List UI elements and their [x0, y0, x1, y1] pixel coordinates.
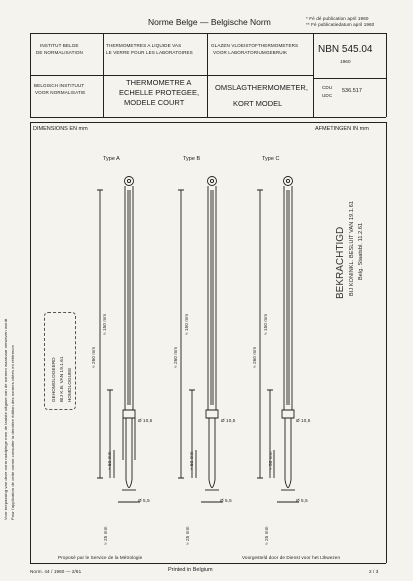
fr-institute-line-1: INSTITUT BELGE: [40, 43, 79, 48]
norm-year: 1960: [340, 59, 351, 64]
dim-50-c: ≈ 50 mm: [268, 451, 273, 470]
header-top-rule: [30, 33, 386, 34]
fr-title-line-2: ECHELLE PROTEGEE,: [119, 88, 200, 97]
nl-title-line-2: KORT MODEL: [233, 99, 283, 108]
type-c-label: Type C: [262, 156, 280, 162]
fr-title-line-3: MODELE COURT: [124, 98, 185, 107]
diameter-small-b: Ø 5,5: [220, 498, 232, 503]
dim-50-b: ≈ 50 mm: [189, 451, 194, 470]
type-b-label: Type B: [183, 156, 201, 162]
diameter-a: Ø 10,5: [138, 418, 153, 423]
thermometer-type-a: [97, 177, 140, 503]
cdu-label: CDU: [322, 85, 333, 90]
nl-title-line-1: OMSLAGTHERMOMETER,: [215, 83, 308, 92]
stamp-decree: BIJ KONINKL. BESLUIT VAN 19.1.61: [349, 200, 355, 296]
header-right-rule: [386, 33, 387, 117]
dim-50-a: ≈ 50 mm: [107, 451, 112, 470]
dim-150-c: ≈ 150 mm: [263, 313, 268, 335]
publication-date-fr: * Fé dé publication april 1960: [306, 16, 369, 21]
norm-number: NBN 545.04: [318, 44, 373, 55]
dim-260-c: ≈ 260 mm: [252, 346, 257, 368]
header-bottom-rule: [30, 117, 386, 118]
publication-date-nl: ** Fé publicatiedatum april 1960: [306, 22, 375, 27]
footer-proposal-fr: Proposé par le Service de la Métrologie: [58, 555, 143, 560]
diameter-small-a: Ø 5,5: [138, 498, 150, 503]
seal-line-3: HOMOLOGUEE: [67, 367, 72, 402]
drawing-top-rule: [30, 122, 386, 123]
dim-25-a: ≈ 25 mm: [103, 526, 108, 545]
type-a-label: Type A: [103, 156, 120, 162]
dim-260-b: ≈ 260 mm: [173, 346, 178, 368]
seal-line-1: GEHOMOLOGEERD: [51, 357, 56, 402]
dim-25-c: ≈ 25 mm: [264, 526, 269, 545]
nl-category-line-2: VOOR LABORATORIUMGEBRUIK: [213, 50, 288, 55]
fr-institute-line-2: DE NORMALISATION: [36, 50, 83, 55]
cdu-value: 536.517: [342, 88, 362, 94]
dim-150-b: ≈ 150 mm: [184, 313, 189, 335]
nl-institute-line-1: BELGISCH INSTITUUT: [34, 83, 85, 88]
dim-260-a: ≈ 260 mm: [91, 346, 96, 368]
diameter-b: Ø 10,5: [221, 418, 236, 423]
footer-page: 2 / 3: [369, 569, 379, 574]
fr-category-line-1: THERMOMETRES A LIQUIDE VAS: [106, 43, 182, 48]
seal-line-2: BIJ K.B. VAN 19.1.61: [59, 356, 64, 402]
diameter-c: Ø 10,5: [296, 418, 311, 423]
thermometer-type-c: [257, 177, 299, 503]
udc-label: UDC: [322, 93, 333, 98]
dim-25-b: ≈ 25 mm: [185, 526, 190, 545]
stamp-gazette: Belg. Staatsbl. 11.2.61: [358, 222, 364, 280]
drawing-right-rule: [386, 122, 387, 563]
header-right-mid-rule: [313, 78, 386, 79]
nl-category-line-1: GLAZEN VLOEISTOFTHERMOMETERS: [211, 43, 299, 48]
dimensions-nl: AFMETINGEN IN mm: [315, 126, 369, 132]
margin-note-nl: Voor toepassing van deze norm raadplege men de laatste uitgave van de normen waarnaar verwezen wordt: [3, 318, 8, 520]
footer-printed: Printed in Belgium: [168, 567, 213, 573]
fr-title-line-1: THERMOMETRE A: [126, 78, 192, 87]
header-divider-3: [313, 33, 314, 117]
footer-code: Norm. 44 / 1960 — 2/61: [30, 569, 82, 574]
fr-category-line-2: LE VERRE POUR LES LABORATOIRES: [106, 50, 193, 55]
norm-header-title: Norme Belge — Belgische Norm: [148, 17, 271, 27]
nl-institute-line-2: VOOR NORMALISATIE: [35, 90, 86, 95]
footer-proposal-nl: Voorgesteld door de Dienst voor het IJkwezen: [242, 555, 341, 560]
dimensions-fr: DIMENSIONS EN mm: [33, 126, 88, 132]
diameter-small-c: Ø 5,5: [296, 498, 308, 503]
thermometer-drawings: [30, 160, 386, 560]
drawing-bottom-rule: [30, 563, 386, 564]
header-mid-rule: [30, 75, 313, 76]
stamp-title: BEKRACHTIGD: [335, 226, 346, 299]
dim-150-a: ≈ 150 mm: [102, 313, 107, 335]
thermometer-type-b: [178, 177, 223, 503]
margin-note-fr: Pour l'application de cette norme consulter la dernière édition des normes citées en référence: [10, 345, 15, 520]
